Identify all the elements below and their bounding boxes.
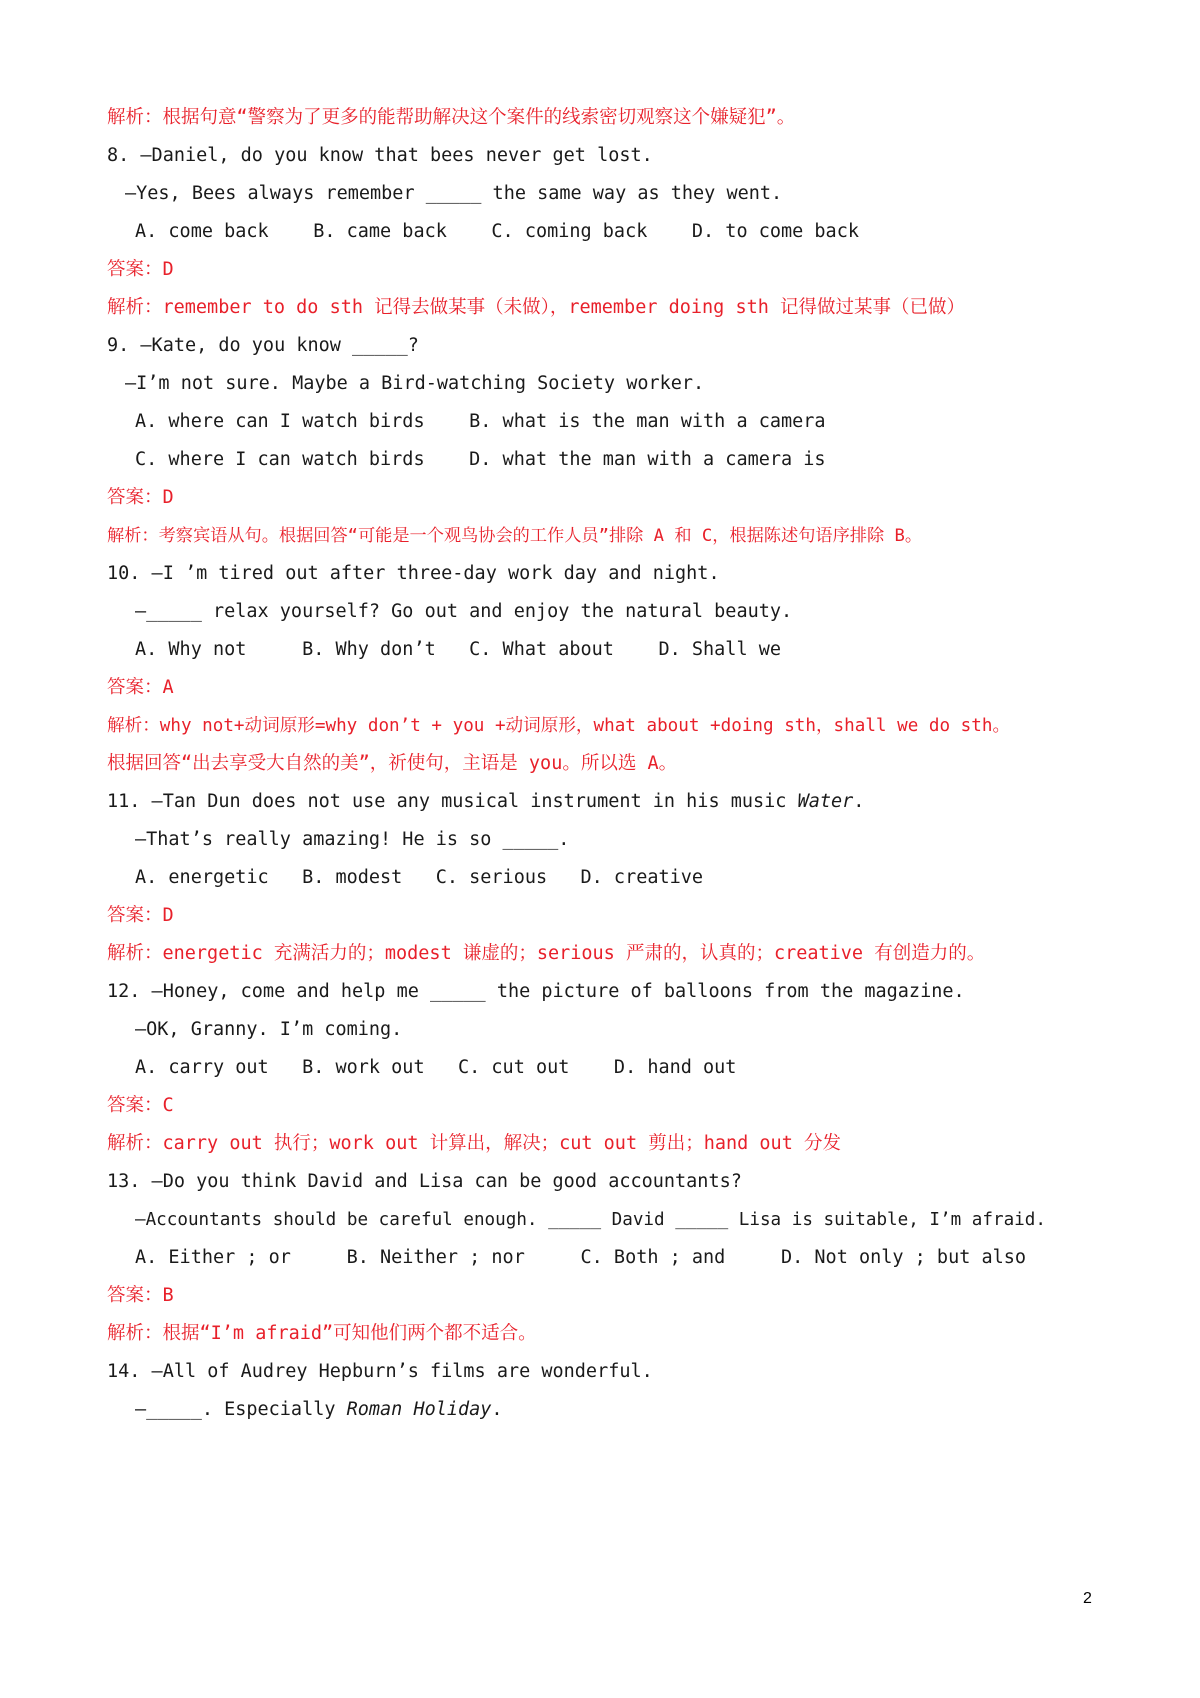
q11-tail: . (853, 791, 865, 812)
line-explanation-7: 解析：根据句意“警察为了更多的能帮助解决这个案件的线索密切观察这个嫌疑犯”。 (107, 107, 796, 128)
line-answer-11: 答案：D (107, 905, 174, 926)
line-q9-reply: —I’m not sure. Maybe a Bird-watching Society worker. (125, 373, 705, 394)
line-q13: 13. —Do you think David and Lisa can be good accountants? (107, 1171, 742, 1192)
line-explanation-13: 解析：根据“I’m afraid”可知他们两个都不适合。 (107, 1323, 537, 1344)
line-explanation-9: 解析：考察宾语从句。根据回答“可能是一个观鸟协会的工作人员”排除 A 和 C，根据陈述句语序排除 B。 (107, 526, 923, 546)
line-q11-options: A. energetic B. modest C. serious D. creative (135, 867, 704, 888)
line-explanation-10-cont: 根据回答“出去享受大自然的美”，祈使句，主语是 you。所以选 A。 (107, 753, 678, 774)
line-q10-reply: —_____ relax yourself? Go out and enjoy the natural beauty. (135, 601, 793, 622)
line-q13-reply: —Accountants should be careful enough. _____ David _____ Lisa is suitable, I’m afraid. (135, 1210, 1046, 1230)
line-q12-reply: —OK, Granny. I’m coming. (135, 1019, 403, 1040)
line-explanation-12: 解析：carry out 执行；work out 计算出，解决；cut out 剪出；hand out 分发 (107, 1133, 841, 1154)
line-q10: 10. —I ’m tired out after three-day work day and night. (107, 563, 720, 584)
page-number: 2 (1083, 1590, 1092, 1607)
line-answer-8: 答案：D (107, 259, 174, 280)
line-q8-options: A. come back B. came back C. coming back D. to come back (135, 221, 859, 242)
line-q13-options: A. Either ; or B. Neither ; nor C. Both ; and D. Not only ; but also (135, 1247, 1027, 1268)
q11-text: 11. —Tan Dun does not use any musical instrument in his music (107, 791, 798, 812)
line-explanation-10: 解析：why not+动词原形=why don’t + you +动词原形，what about +doing sth，shall we do sth。 (107, 716, 1011, 736)
line-answer-12: 答案：C (107, 1095, 174, 1116)
line-q8-reply: —Yes, Bees always remember _____ the same way as they went. (125, 183, 783, 204)
q14-italic-title: Roman Holiday (346, 1399, 492, 1420)
q11-italic-title: Water (797, 791, 854, 812)
q14-reply-text: —_____. Especially (135, 1399, 347, 1420)
q14-tail: . (491, 1399, 503, 1420)
line-q14: 14. —All of Audrey Hepburn’s films are wonderful. (107, 1361, 653, 1382)
line-q8: 8. —Daniel, do you know that bees never get lost. (107, 145, 653, 166)
line-q14-reply (135, 1398, 503, 1422)
line-q9: 9. —Kate, do you know _____? (107, 335, 419, 356)
line-q10-options: A. Why not B. Why don’t C. What about D. Shall we (135, 639, 782, 660)
line-answer-13: 答案：B (107, 1285, 174, 1306)
line-q11 (107, 790, 864, 814)
line-answer-9: 答案：D (107, 487, 174, 508)
line-explanation-11: 解析：energetic 充满活力的；modest 谦虚的；serious 严肃的，认真的；creative 有创造力的。 (107, 943, 986, 964)
line-q12-options: A. carry out B. work out C. cut out D. hand out (135, 1057, 737, 1078)
line-q12: 12. —Honey, come and help me _____ the picture of balloons from the magazine. (107, 981, 965, 1002)
line-answer-10: 答案：A (107, 677, 174, 698)
line-q9-options-ab: A. where can I watch birds B. what is the man with a camera (135, 411, 826, 432)
line-q11-reply: —That’s really amazing! He is so _____. (135, 829, 570, 850)
line-q9-options-cd: C. where I can watch birds D. what the man with a camera is (135, 449, 826, 470)
line-explanation-8: 解析：remember to do sth 记得去做某事（未做），remember doing sth 记得做过某事（已做） (107, 297, 965, 318)
